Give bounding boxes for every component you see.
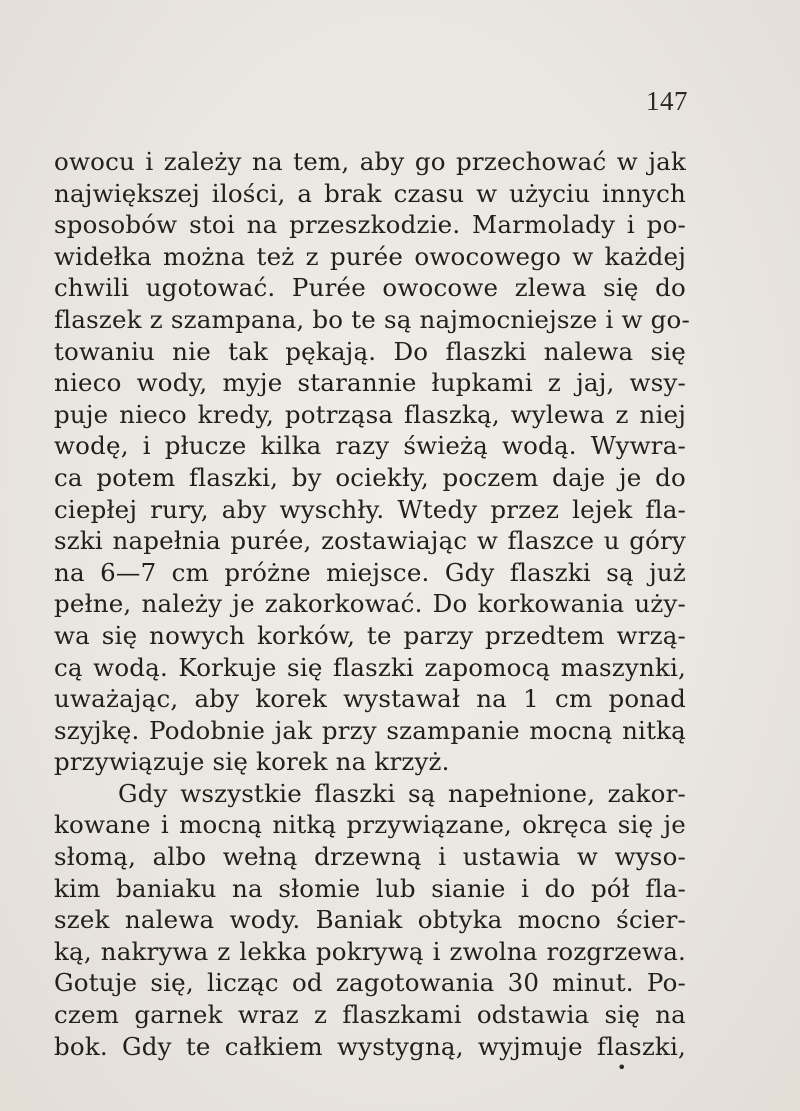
text-line: największej ilości, a brak czasu w użyciu innych bbox=[54, 178, 686, 208]
body-text bbox=[54, 146, 690, 1062]
text-line: szki napełnia purée, zostawiając w flaszce u góry bbox=[54, 526, 686, 556]
text-line: wodę, i płucze kilka razy świeżą wodą. Wywra- bbox=[54, 431, 686, 461]
paragraph-end-line: przywiązuje się korek na krzyż. bbox=[54, 747, 450, 777]
text-line: kowane i mocną nitką przywiązane, okręca się je bbox=[54, 810, 686, 840]
text-line: owocu i zależy na tem, aby go przechować w jak bbox=[54, 147, 686, 176]
text-line: flaszek z szampana, bo te są najmocniejsze i w go- bbox=[54, 304, 690, 334]
text-line: ca potem flaszki, by ociekły, poczem daje je do bbox=[54, 462, 686, 492]
text-line: puje nieco kredy, potrząsa flaszką, wylewa z niej bbox=[54, 399, 686, 429]
page-number: 147 bbox=[646, 86, 688, 116]
text-line: słomą, albo wełną drzewną i ustawia w wyso- bbox=[54, 842, 686, 872]
text-line: ką, nakrywa z lekka pokrywą i zwolna rozgrzewa. bbox=[54, 936, 686, 966]
text-line: szyjkę. Podobnie jak przy szampanie mocną nitką bbox=[54, 715, 686, 745]
footer-mark: • bbox=[617, 1058, 627, 1077]
text-line: uważając, aby korek wystawał na 1 cm ponad bbox=[54, 684, 686, 714]
text-line: nieco wody, myje starannie łupkami z jaj, wsy- bbox=[54, 368, 686, 398]
text-line: sposobów stoi na przeszkodzie. Marmolady i po- bbox=[54, 210, 686, 240]
text-line: bok. Gdy te całkiem wystygną, wyjmuje flaszki, bbox=[54, 1031, 686, 1061]
text-line: pełne, należy je zakorkować. Do korkowania uży- bbox=[54, 589, 686, 619]
text-line: na 6—7 cm próżne miejsce. Gdy flaszki są już bbox=[54, 557, 686, 587]
text-line: chwili ugotować. Purée owocowe zlewa się do bbox=[54, 273, 686, 303]
text-line: szek nalewa wody. Baniak obtyka mocno ścier- bbox=[54, 905, 686, 935]
text-line: towaniu nie tak pękają. Do flaszki nalewa się bbox=[54, 336, 686, 366]
text-line: cą wodą. Korkuje się flaszki zapomocą maszynki, bbox=[54, 652, 686, 682]
text-line: ciepłej rury, aby wyschły. Wtedy przez lejek fla- bbox=[54, 494, 686, 524]
text-line: wa się nowych korków, te parzy przedtem wrzą- bbox=[54, 620, 686, 650]
text-line: Gotuje się, licząc od zagotowania 30 minut. Po- bbox=[54, 968, 686, 998]
text-line: czem garnek wraz z flaszkami odstawia się na bbox=[54, 1000, 686, 1030]
paragraph-start-line: Gdy wszystkie flaszki są napełnione, zakor- bbox=[118, 778, 686, 808]
text-line: widełka można też z purée owocowego w każdej bbox=[54, 241, 686, 271]
text-line: kim baniaku na słomie lub sianie i do pół fla- bbox=[54, 873, 686, 903]
